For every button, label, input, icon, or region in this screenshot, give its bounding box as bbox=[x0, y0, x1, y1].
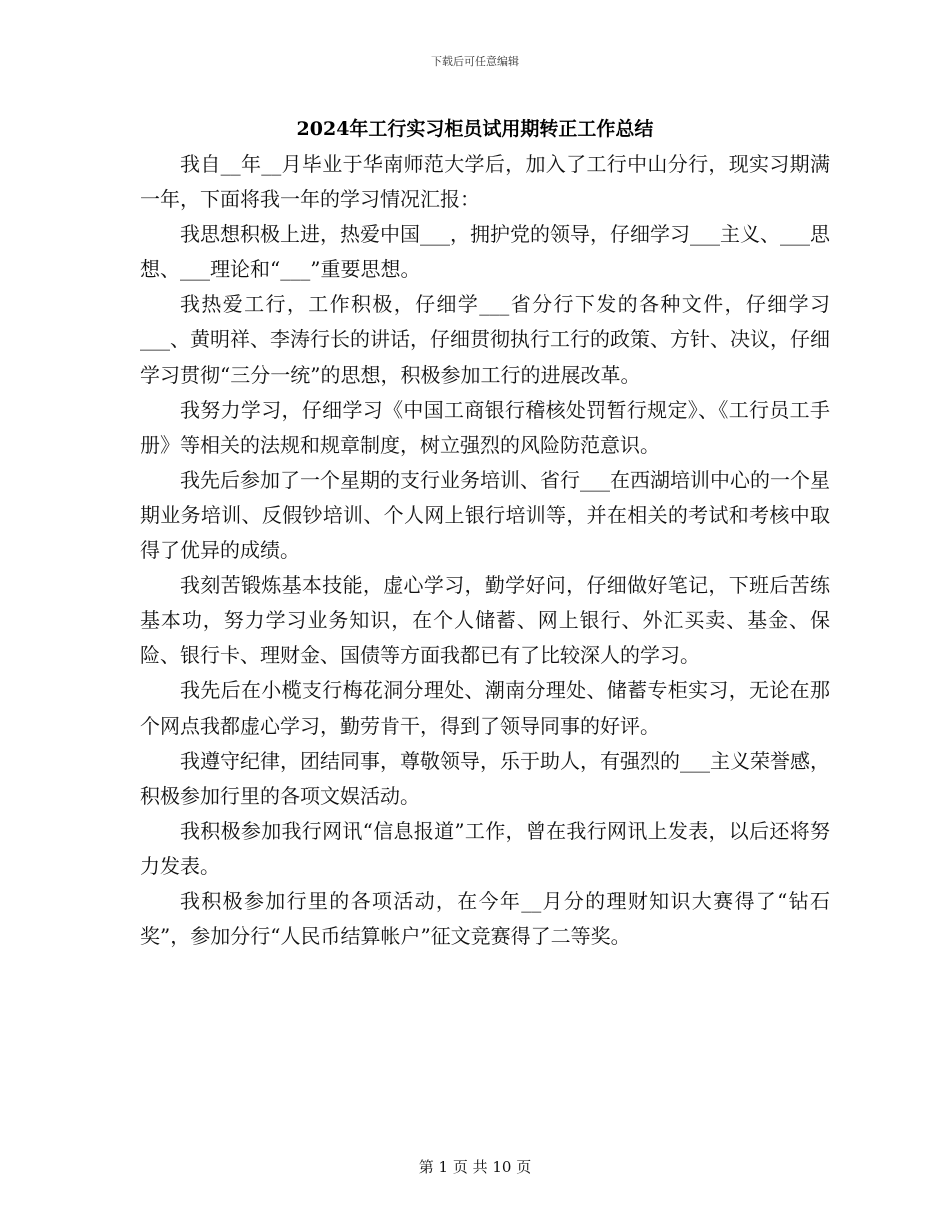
paragraph: 我自__年__月毕业于华南师范大学后，加入了工行中山分行，现实习期满一年，下面将我一年的学习情况汇报： bbox=[140, 152, 830, 212]
paragraph: 我积极参加我行网讯“信息报道”工作，曾在我行网讯上发表，以后还将努力发表。 bbox=[140, 818, 830, 878]
paragraph: 我刻苦锻炼基本技能，虚心学习，勤学好问，仔细做好笔记，下班后苦练基本功，努力学习业务知识，在个人储蓄、网上银行、外汇买卖、基金、保险、银行卡、理财金、国债等方面我都已有了比较深人的学习。 bbox=[140, 573, 830, 668]
paragraph: 我先后在小榄支行梅花洞分理处、潮南分理处、储蓄专柜实习，无论在那个网点我都虚心学习，勤劳肯干，得到了领导同事的好评。 bbox=[140, 678, 830, 738]
paragraph: 我热爱工行，工作积极，仔细学___省分行下发的各种文件，仔细学习___、黄明祥、李涛行长的讲话，仔细贯彻执行工行的政策、方针、决议，仔细学习贯彻“三分一统”的思想，积极参加工行的进展改革。 bbox=[140, 292, 830, 387]
paragraph: 我先后参加了一个星期的支行业务培训、省行___在西湖培训中心的一个星期业务培训、反假钞培训、个人网上银行培训等，并在相关的考试和考核中取得了优异的成绩。 bbox=[140, 467, 830, 563]
document-body bbox=[140, 147, 830, 954]
paragraph: 我遵守纪律，团结同事，尊敬领导，乐于助人，有强烈的___主义荣誉感，积极参加行里的各项文娱活动。 bbox=[140, 748, 830, 808]
document-title: 2024年工行实习柜员试用期转正工作总结 bbox=[296, 118, 654, 140]
paragraph: 我思想积极上进，热爱中国___，拥护党的领导，仔细学习___主义、___思想、___理论和“___”重要思想。 bbox=[140, 222, 830, 282]
paragraph: 我积极参加行里的各项活动，在今年__月分的理财知识大赛得了“钻石奖”，参加分行“人民币结算帐户”征文竞赛得了二等奖。 bbox=[140, 888, 830, 949]
header-note: 下载后可任意编辑 bbox=[431, 55, 519, 68]
page-indicator: 第 1 页 共 10 页 bbox=[418, 1158, 532, 1176]
paragraph: 我努力学习，仔细学习《中国工商银行稽核处罚暂行规定》、《工行员工手册》等相关的法规和规章制度，树立强烈的风险防范意识。 bbox=[140, 397, 830, 457]
